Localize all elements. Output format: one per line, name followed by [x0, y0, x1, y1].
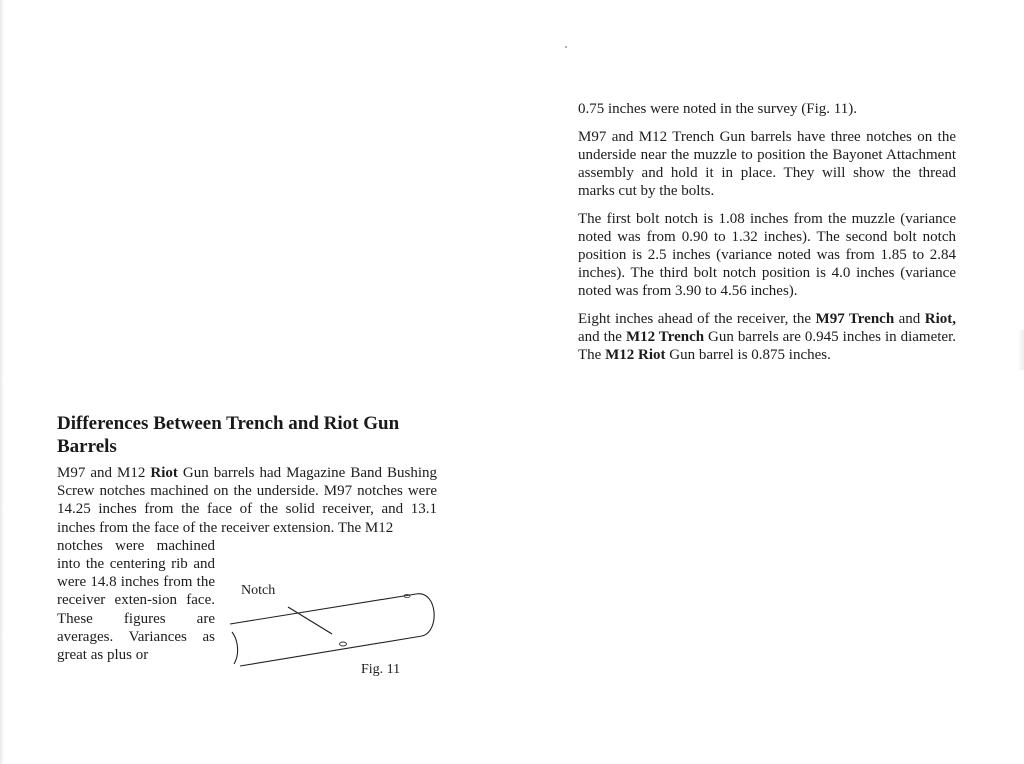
barrel-breech-end: [232, 632, 238, 664]
page-edge-left: [0, 0, 4, 764]
barrel-muzzle-end: [416, 594, 434, 636]
bold-term-riot: Riot,: [924, 311, 956, 327]
right-paragraph-4: [578, 310, 956, 364]
left-paragraph-1: [57, 464, 437, 537]
text-run: M97 and M12: [57, 465, 151, 481]
page-edge-right: [1018, 330, 1024, 370]
bold-term-m12-trench: M12 Trench: [625, 329, 705, 345]
bold-term-m12-riot: M12 Riot: [605, 347, 666, 363]
right-paragraph-2: M97 and M12 Trench Gun barrels have three notches on the underside near the muzzle to position the Bayonet Attachment assembly and hold it in place. They will show the thread marks cut by the bolts.: [578, 129, 956, 199]
right-paragraph-1: 0.75 inches were noted in the survey (Fig. 11).: [578, 101, 857, 117]
notch-mark: [340, 642, 347, 646]
bold-term-riot: Riot: [150, 465, 178, 481]
text-run: Gun barrels had Magazine Band Bushing Screw notches machined on the underside. M97 notches were 14.25 inches from the face of the solid receiver, and 13.1 inches from the face of the receiver extension. The M12: [57, 465, 437, 536]
right-paragraph-3: The first bolt notch is 1.08 inches from the muzzle (variance noted was from 0.90 to 1.32 inches). The second bolt notch position is 2.5 inches (variance noted was from 1.85 to 2.84 inches). The third bolt notch position is 4.0 inches (variance noted was from 3.90 to 4.56 inches).: [578, 211, 956, 299]
bold-term-m97-trench: M97 Trench: [815, 311, 895, 327]
speck: [565, 46, 567, 48]
text-run: Eight inches ahead of the receiver, the: [578, 311, 816, 327]
left-paragraph-wrap: notches were machined into the centering rib and were 14.8 inches from the receiver exten-sion face. These figures are averages. Variances as great as plus or: [57, 537, 215, 664]
text-run: Gun barrel is 0.875 inches.: [665, 347, 831, 363]
text-run: and: [894, 311, 925, 327]
figure-caption: Fig. 11: [361, 662, 401, 677]
notch-label: Notch: [241, 583, 276, 598]
text-run: Gun barrels are 0.945 inches in diameter. The: [578, 329, 956, 363]
text-run: and the: [578, 329, 626, 345]
right-page-column: [578, 100, 956, 374]
section-heading: Differences Between Trench and Riot Gun Barrels: [57, 413, 400, 457]
